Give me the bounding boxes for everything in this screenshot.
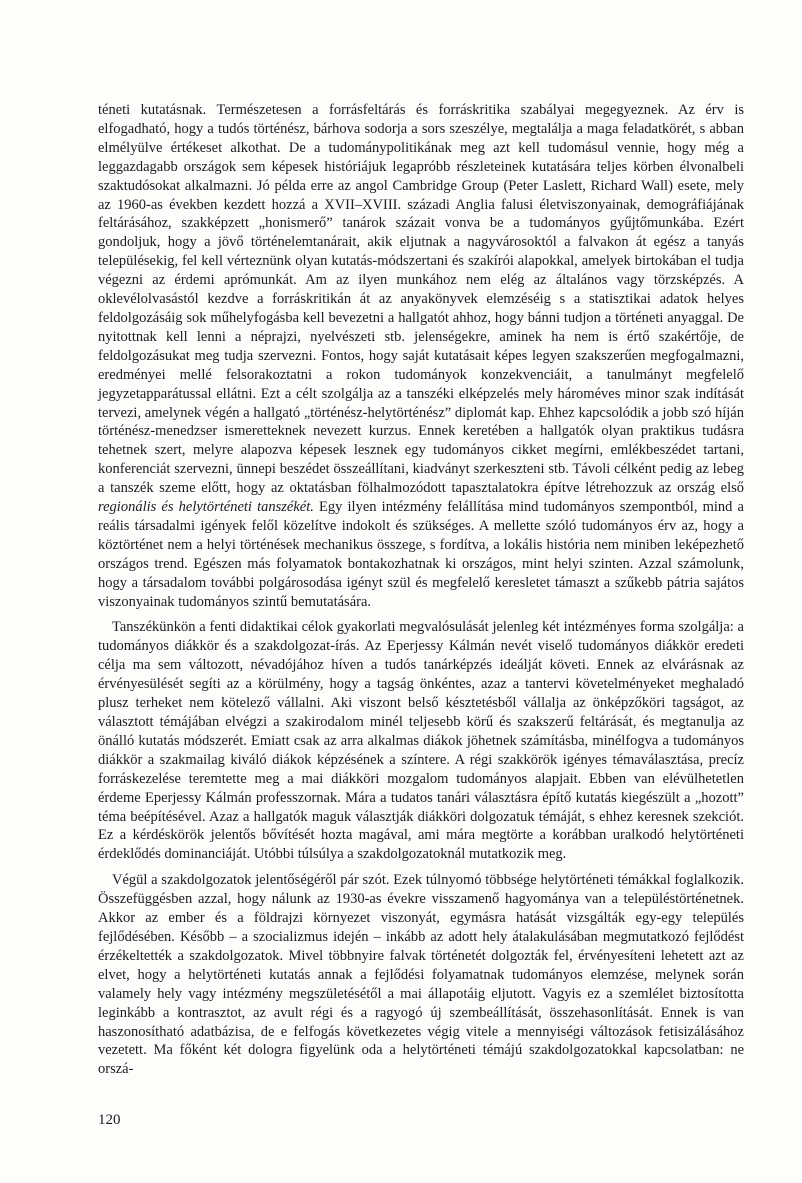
paragraph-3 bbox=[98, 871, 744, 1079]
paragraph-2-text: Tanszékünkön a fenti didaktikai célok gyakorlati megvalósulását jelenleg két intézményes forma szolgálja: a tudományos diákkör és a szakdolgozat-írás. Az Eperjessy Kálmán nevét viselő tudományos diákkör eredeti célja ma sem változott, névadójához híven a tudós tanárképzés ideálját követi. Ennek az elvárásnak az érvényesülését segíti az a körülmény, hogy a tagság önkéntes, azaz a tantervi követelményeket meghaladó plusz terheket nem kötelező vállalni. Aki viszont belső késztetésből vállalja az önképzőköri tagságot, az választott témájában elvégzi a szakirodalom minél teljesebb körű és szakszerű feltárását, és megtanulja az önálló kutatás módszerét. Emiatt csak az arra alkalmas diákok jöhetnek számításba, minélfogva a tudományos diákkör a szakmailag kiváló diákok képzésének a színtere. A régi szakkörök igényes témaválasztása, precíz forráskezelése teremtette meg a mai diákköri mozgalom tudományos alapjait. Ebben van elévülhetetlen érdeme Eperjessy Kálmán professzornak. Mára a tudatos tanári választásra építő kutatás kiegészült a „hozott” téma beépítésével. Azaz a hallgatók maguk választják diákköri dolgozatuk témáját, s ehhez keresnek szekciót. Ez a kérdéskörök jelentős bővítését hozta magával, ami mára megtörte a korábban uralkodó helytörténeti érdeklődés dominanciáját. Utóbbi túlsúlya a szakdolgozatoknál mutatkozik meg. bbox=[98, 619, 744, 863]
paragraph-1 bbox=[98, 101, 744, 611]
paragraph-2 bbox=[98, 618, 744, 864]
page-text-column bbox=[98, 101, 744, 1079]
paragraph-1-text-b: Egy ilyen intézmény felállítása mind tudományos szempontból, mind a reális társadalmi igények felől közelítve indokolt és szükséges. A mellette szóló tudományos érv az, hogy a köztörténet nem a helyi történések mechanikus összege, s fordítva, a lokális história nem miniben leképezhető országos trend. Egészen más folyamatok bontakozhatnak ki országos, mint helyi szinten. Azzal számolunk, hogy a társadalom további polgárosodása igényt szül és megfelelő keresletet támaszt a szűkebb pátria sajátos viszonyainak tudományos szintű bemutatására. bbox=[98, 499, 744, 610]
page-number: 120 bbox=[98, 1112, 121, 1128]
paragraph-1-text-a: téneti kutatásnak. Természetesen a forrásfeltárás és forráskritika szabályai megegyeznek. Az érv is elfogadható, hogy a tudós történész, bárhova sodorja a sors szeszélye, megtalálja a maga feladatkörét, s abban elmélyülve értékeset alkothat. De a tudománypolitikának meg azt kell tudomásul vennie, hogy még a leggazdagabb országok sem képesek históriájuk legapróbb részleteinek kutatására teljes körben élvonalbeli szaktudósokat alkalmazni. Jó példa erre az angol Cambridge Group (Peter Laslett, Richard Wall) esete, mely az 1960-as években kezdett hozzá a XVII–XVIII. századi Anglia falusi életviszonyainak, demográfiájának feltárásához, szakképzett „honismerő” tanárok százait vonva be a tudományos gyűjtőmunkába. Ezért gondoljuk, hogy a jövő történelemtanárait, akik eljutnak a nagyvárosoktól a falvakon át egész a tanyás településekig, fel kell vérteznünk olyan kutatás-módszertani és szakírói alapokkal, amelyek birtokában el tudja végezni az érdemi aprómunkát. Am az ilyen munkához nem elég az általános vagy törzsképzés. A oklevélolvasástól kezdve a forráskritikán át az anyakönyvek elemzéséig s a statisztikai adatok helyes feldolgozásáig sok műhelyfogásba kell bevezetni a hallgatót ahhoz, hogy bánni tudjon a történeti anyaggal. De nyitottnak kell lenni a néprajzi, nyelvészeti stb. jelenségekre, aminek ha nem is értő szakértője, de feldolgozásukat meg tudja szervezni. Fontos, hogy saját kutatásait képes legyen szakszerűen megfogalmazni, eredményei mellé felsorakoztatni a rokon tudományok konzekvenciáit, a tanulmányt megfelelő jegyzetapparátussal ellátni. Ezt a célt szolgálja az a tanszéki elképzelés mely hároméves minor szak indítását tervezi, amelynek végén a hallgató „történész-helytörténész” diplomát kap. Ehhez kapcsolódik a jobb szó híján történész-menedzser ismeretteknek nevezett kurzus. Ennek keretében a hallgatók olyan praktikus tudásra tehetnek szert, melyre alapozva képesek lesznek egy tudományos cikket megírni, emlékbeszédet tartani, konferenciát szervezni, ünnepi beszédet összeállítani, kiadványt szerkeszteni stb. Távoli célként pedig az lebeg a tanszék szeme előtt, hogy az oktatásban fölhalmozódott tapasztalatokra építve létrehozzuk az ország első bbox=[98, 102, 744, 497]
paragraph-3-text: Végül a szakdolgozatok jelentőségéről pár szót. Ezek túlnyomó többsége helytörténeti témákkal foglalkozik. Összefüggésben azzal, hogy nálunk az 1930-as évekre visszamenő hagyománya van a településtörténetnek. Akkor az ember és a földrajzi környezet viszonyát, egymásra hatását vizsgálták egy-egy település fejlődésében. Később – a szocializmus idején – inkább az adott hely átalakulásában megmutatkozó fejlődést érzékeltették a szakdolgozatok. Mivel többnyire falvak történetét dolgozták fel, érvényesíteni lehetett azt az elvet, hogy a helytörténeti kutatás annak a fejlődési folyamatnak tudományos elemzése, melynek során valamely hely vagy intézmény megszületésétől a mai állapotáig eljutott. Vagyis ez a szemlélet biztosította leginkább a kontrasztot, az avult régi és a ragyogó új szembeállítását, összehasonlítását. Ennek is van haszonosítható adatbázisa, de e felfogás következetes végig vitele a mennyiségi változások fetisizálásához vezetett. Ma főként két dologra figyelünk oda a helytörténeti témájú szakdolgozatokkal kapcsolatban: ne orszá- bbox=[98, 872, 744, 1078]
paragraph-1-italic-phrase: regionális és helytörténeti tanszékét. bbox=[98, 499, 314, 516]
